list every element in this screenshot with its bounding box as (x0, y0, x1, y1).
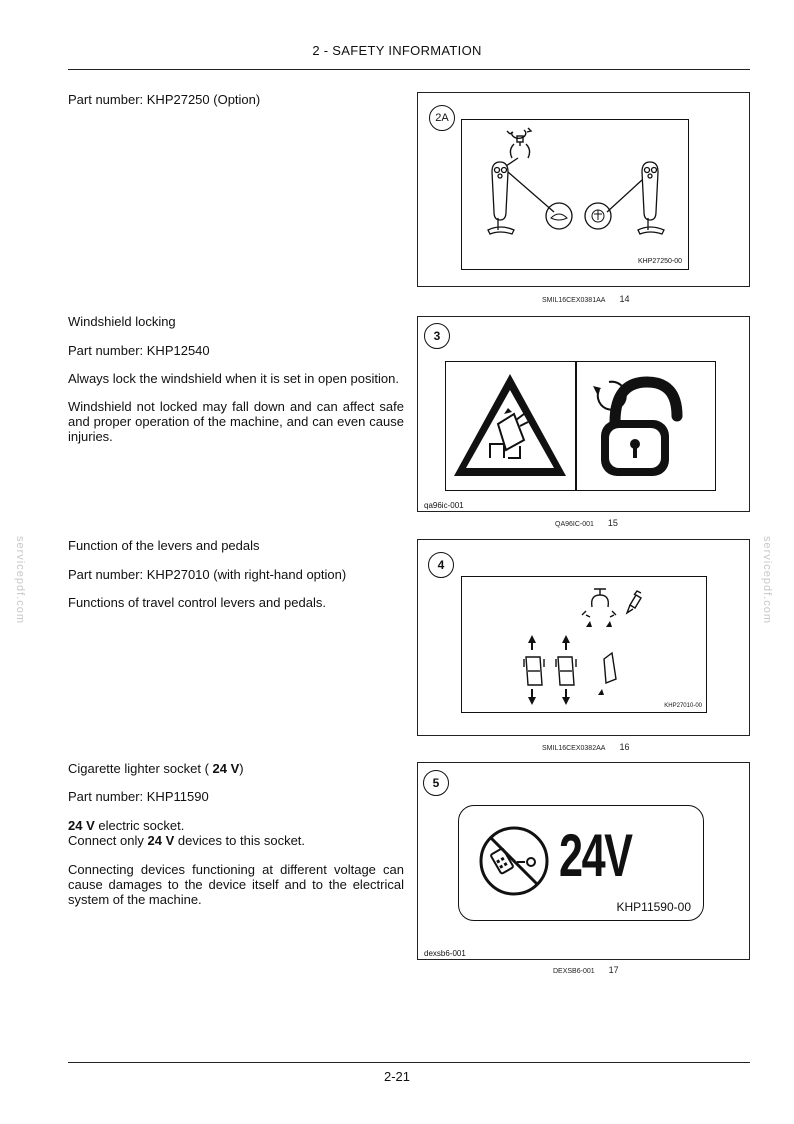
decal-code: KHP27010-00 (664, 703, 702, 709)
warning-voltage: Connecting devices functioning at different voltage can cause damages to the device itself and to the electrical system of the machine. (68, 862, 404, 907)
description-travel-control: Functions of travel control levers and pedals. (68, 595, 326, 610)
no-other-voltage-icon (477, 824, 551, 898)
part-number-khp11590: Part number: KHP11590 (68, 789, 209, 804)
figure-badge: 3 (424, 323, 450, 349)
warning-triangle-icon (446, 362, 574, 490)
heading-cigarette-lighter: Cigarette lighter socket ( 24 V) (68, 761, 244, 776)
figure-caption-16 (542, 742, 629, 752)
figure-number: 15 (607, 518, 618, 528)
warning-windshield: Windshield not locked may fall down and can affect safe and proper operation of the machine, and can even cause injuries. (68, 399, 404, 444)
figure-badge: 2A (429, 105, 455, 131)
caption-code: SMIL16CEX0381AA (542, 297, 606, 304)
decal-24v-socket (458, 805, 704, 921)
figure-caption-15 (555, 518, 618, 528)
heading-windshield-locking: Windshield locking (68, 314, 176, 329)
watermark-right: servicepdf.com (761, 536, 773, 624)
decal-levers-graphic (462, 120, 690, 271)
figure-source-tag: qa96ic-001 (424, 501, 464, 510)
figure-16 (417, 539, 750, 736)
instruction-lock-windshield: Always lock the windshield when it is set in open position. (68, 371, 399, 386)
big-voltage-label: 24V (559, 822, 632, 889)
figure-badge: 4 (428, 552, 454, 578)
part-number-khp27010: Part number: KHP27010 (with right-hand option) (68, 567, 347, 582)
footer-rule (68, 1062, 750, 1063)
figure-14 (417, 92, 750, 287)
figure-caption-17 (553, 965, 619, 975)
travel-levers-graphic (462, 577, 708, 714)
figure-number: 14 (619, 294, 630, 304)
section-title: 2 - SAFETY INFORMATION (312, 43, 482, 58)
figure-17 (417, 762, 750, 960)
decal-levers-option (461, 119, 689, 270)
figure-number: 17 (608, 965, 619, 975)
padlock-open-icon (577, 362, 707, 490)
figure-badge: 5 (423, 770, 449, 796)
caption-code: DEXSB6-001 (553, 968, 595, 975)
decal-code: KHP11590-00 (616, 900, 691, 914)
decal-travel-levers (461, 576, 707, 713)
caption-code: SMIL16CEX0382AA (542, 745, 606, 752)
figure-number: 16 (619, 742, 630, 752)
header-rule (68, 69, 750, 70)
figure-source-tag: dexsb6-001 (424, 949, 466, 958)
figure-15 (417, 316, 750, 512)
caption-code: QA96IC-001 (555, 521, 594, 528)
decal-windshield (445, 361, 716, 491)
page-number: 2-21 (383, 1069, 411, 1084)
figure-caption-14 (542, 294, 629, 304)
watermark-left: servicepdf.com (14, 536, 26, 624)
decal-code: KHP27250-00 (638, 258, 682, 265)
socket-voltage-note: 24 V electric socket. Connect only 24 V devices to this socket. (68, 818, 306, 848)
part-number-khp12540: Part number: KHP12540 (68, 343, 210, 358)
part-number-khp27250: Part number: KHP27250 (Option) (68, 92, 261, 107)
heading-levers-pedals: Function of the levers and pedals (68, 538, 260, 553)
